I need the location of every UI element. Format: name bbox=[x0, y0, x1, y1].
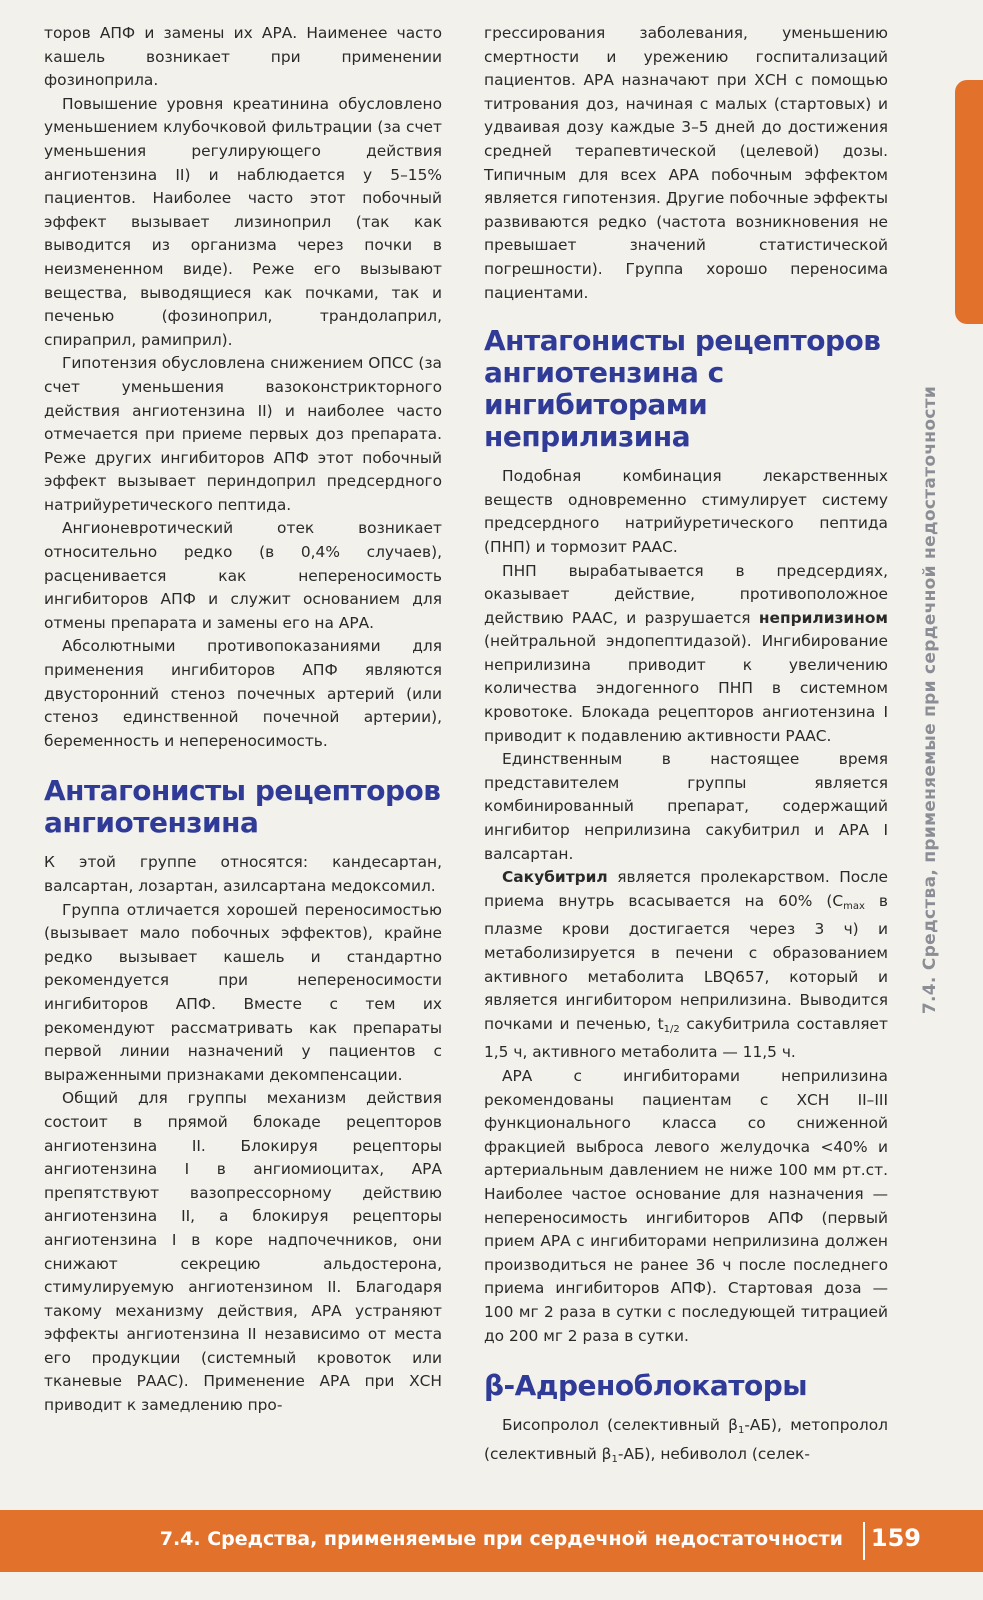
paragraph: Единственным в настоящее время представителем группы является комбинированный препарат, содержащий ингибитор неприлизина сакубитрил и АРА I валсартан. bbox=[484, 750, 888, 863]
chapter-tab bbox=[955, 80, 983, 324]
paragraph: К этой группе относятся: кандесартан, валсартан, лозартан, азилсартана медоксомил. bbox=[44, 853, 442, 895]
section-heading: β-Адреноблокаторы bbox=[484, 1369, 808, 1403]
term-sacubitril: Сакубитрил bbox=[502, 868, 608, 887]
side-running-head bbox=[910, 360, 950, 1040]
text-run: в плазме крови достигается через 3 ч) и метаболизируется в печени с образованием активного метаболита LBQ657, который и является ингибитором неприлизина. Выводится почками и печенью, t bbox=[484, 891, 888, 1033]
page-number: 159 bbox=[870, 1524, 921, 1552]
paragraph: Гипотензия обусловлена снижением ОПСС (за счет уменьшения вазоконстрикторного действия ангиотензина II) и наиболее часто отмечается при приеме первых доз препарата. Реже других ингибиторов АПФ этот побочный эффект вызывает периндоприл предсердного натрийуретического пептида. bbox=[44, 354, 442, 514]
left-column bbox=[44, 22, 442, 1418]
paragraph bbox=[484, 1414, 888, 1471]
side-running-head-text: 7.4. Средства, применяемые при сердечной недостаточности bbox=[920, 385, 940, 1015]
subscript: max bbox=[843, 900, 865, 912]
text-run: -АБ), метопролол (селективный β bbox=[484, 1416, 888, 1463]
subscript: 1 bbox=[737, 1425, 745, 1437]
paragraph: Общий для группы механизм действия состоит в прямой блокаде рецепторов ангиотензина II. Блокируя рецепторы ангиотензина I в ангиомиоцитах, АРА препятствуют вазопрессорному действию ангиотензина II, а блокируя рецепторы ангиотензина I в коре надпочечников, они снижают секрецию альдостерона, стимулируемую ангиотензином II. Благодаря такому механизму действия, АРА устраняют эффекты ангиотензина II независимо от места его продукции (системный кровоток или тканевые РААС). Применение АРА при ХСН приводит к замедлению про- bbox=[44, 1089, 442, 1415]
paragraph: Подобная комбинация лекарственных веществ одновременно стимулирует систему предсердного натрийуретического пептида (ПНП) и тормозит РААС. bbox=[484, 467, 888, 556]
subscript: 1/2 bbox=[663, 1023, 680, 1035]
section-heading: Антагонисты рецепторов ангиотензина с ингибиторами неприлизина bbox=[484, 324, 881, 454]
text-run: является пролекарством. После приема внутрь всасывается на 60% (C bbox=[484, 868, 888, 910]
text-run: ПНП вырабатывается в предсердиях, оказывает действие, противоположное действию РААС, и разрушается bbox=[484, 561, 888, 627]
text-run: (нейтральной эндопептидазой). Ингибирование неприлизина приводит к увеличению количества эндогенного ПНП в системном кровотоке. Блокада рецепторов ангиотензина I приводит к подавлению активности РААС. bbox=[484, 632, 888, 745]
page-footer bbox=[0, 1510, 983, 1572]
text-run: сакубитрила составляет 1,5 ч, активного метаболита — 11,5 ч. bbox=[484, 1014, 888, 1062]
paragraph: Абсолютными противопоказаниями для применения ингибиторов АПФ являются двусторонний стеноз почечных артерий (или стеноз единственной почечной артерии), беременность и непереносимость. bbox=[44, 637, 442, 750]
paragraph bbox=[484, 866, 888, 1065]
paragraph: торов АПФ и замены их АРА. Наименее часто кашель возникает при применении фозиноприла. bbox=[44, 24, 442, 90]
paragraph: грессирования заболевания, уменьшению смертности и урежению госпитализаций пациентов. АРА назначают при ХСН с помощью титрования доз, начиная с малых (стартовых) и удваивая дозу каждые 3–5 дней до достижения средней терапевтической (целевой) дозы. Типичным для всех АРА побочным эффектом является гипотензия. Другие побочные эффекты развиваются редко (частота возникновения не превышает значений статистической погрешности). Группа хорошо переносима пациентами. bbox=[484, 24, 888, 302]
paragraph bbox=[484, 560, 888, 749]
paragraph: Группа отличается хорошей переносимостью (вызывает мало побочных эффектов), крайне редко вызывает кашель и стандартно рекомендуется при непереносимости ингибиторов АПФ. Вместе с тем их рекомендуют рассматривать как препараты первой линии назначений у пациентов с выраженными признаками декомпенсации. bbox=[44, 900, 442, 1084]
term-neprilysin: неприлизином bbox=[758, 608, 888, 627]
paragraph: АРА с ингибиторами неприлизина рекомендованы пациентам с ХСН II–III функционального класса со сниженной фракцией выброса левого желудочка <40% и артериальным давлением не ниже 100 мм рт.ст. Наиболее частое основание для назначения — непереносимость ингибиторов АПФ (первый прием АРА с ингибиторами неприлизина должен производиться не ранее 36 ч после последнего приема ингибиторов АПФ). Стартовая доза — 100 мг 2 раза в сутки с последующей титрацией до 200 мг 2 раза в сутки. bbox=[484, 1066, 888, 1345]
paragraph: Ангионевротический отек возникает относительно редко (в 0,4% случаев), расценивается как непереносимость ингибиторов АПФ и служит основанием для отмены препарата и замены его на АРА. bbox=[44, 519, 442, 632]
footer-divider bbox=[863, 1522, 865, 1560]
text-run: Бисопролол (селективный β bbox=[502, 1416, 738, 1435]
right-column bbox=[484, 22, 888, 1471]
text-run: -АБ), небиволол (селек- bbox=[617, 1444, 810, 1463]
section-heading: Антагонисты рецепторов ангиотензина bbox=[44, 774, 441, 840]
subscript: 1 bbox=[611, 1453, 618, 1465]
paragraph: Повышение уровня креатинина обусловлено уменьшением клубочковой фильтрации (за счет уменьшения регулирующего действия ангиотензина II) и наблюдается у 5–15% пациентов. Наиболее часто этот побочный эффект вызывает лизиноприл (так как выводится из организма через почки в неизмененном виде). Реже его вызывают вещества, выводящиеся как почками, так и печенью (фозиноприл, трандолаприл, спираприл, рамиприл). bbox=[44, 94, 442, 349]
footer-title: 7.4. Средства, применяемые при сердечной недостаточности bbox=[159, 1528, 843, 1550]
